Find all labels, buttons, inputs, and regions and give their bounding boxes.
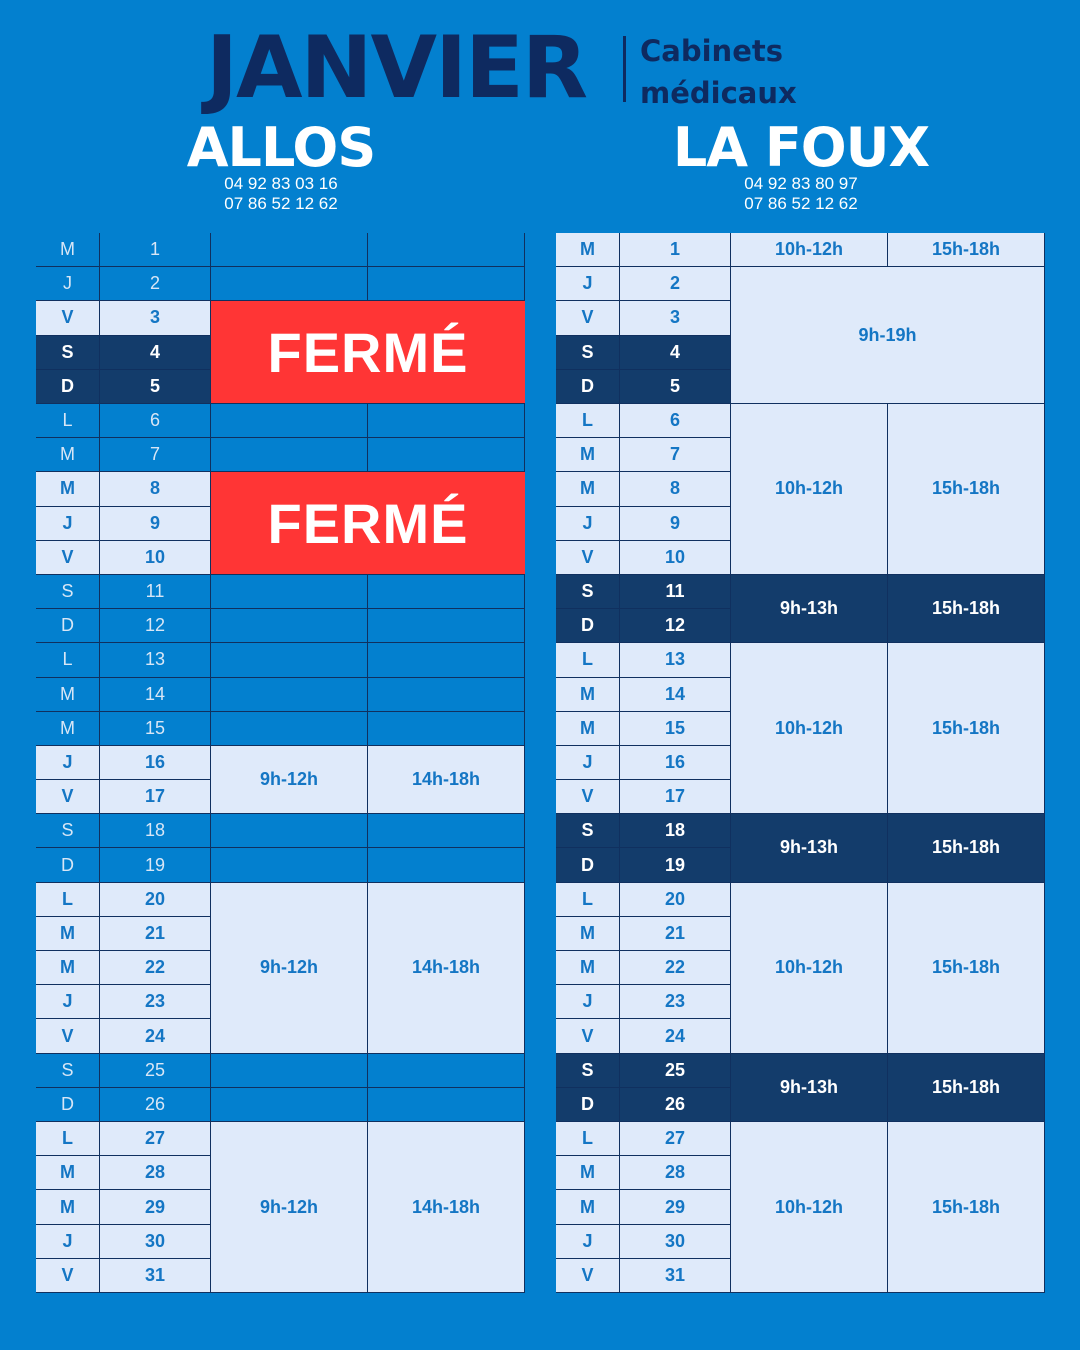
day-letter: M xyxy=(556,712,620,746)
day-number: 22 xyxy=(100,951,211,985)
day-number: 15 xyxy=(620,712,731,746)
phones-allos xyxy=(36,174,526,214)
empty-slot xyxy=(368,712,525,746)
day-letter: D xyxy=(556,1088,620,1122)
day-letter: L xyxy=(36,643,100,677)
day-letter: V xyxy=(36,541,100,575)
day-number: 22 xyxy=(620,951,731,985)
afternoon-hours: 15h-18h xyxy=(888,814,1045,882)
afternoon-hours: 15h-18h xyxy=(888,575,1045,643)
morning-hours: 9h-12h xyxy=(211,883,368,1054)
subtitle xyxy=(640,30,797,114)
day-number: 20 xyxy=(620,883,731,917)
day-number: 21 xyxy=(100,917,211,951)
day-number: 2 xyxy=(620,267,731,301)
day-letter: V xyxy=(36,301,100,335)
site-title-allos: ALLOS xyxy=(186,116,376,179)
day-number: 16 xyxy=(620,746,731,780)
morning-hours: 9h-12h xyxy=(211,1122,368,1293)
day-number: 10 xyxy=(100,541,211,575)
day-letter: M xyxy=(36,678,100,712)
day-number: 27 xyxy=(620,1122,731,1156)
day-number: 14 xyxy=(620,678,731,712)
schedule-table-la-foux xyxy=(556,233,1045,1293)
day-letter: J xyxy=(556,985,620,1019)
day-number: 10 xyxy=(620,541,731,575)
day-number: 15 xyxy=(100,712,211,746)
day-letter: L xyxy=(36,883,100,917)
day-number: 11 xyxy=(100,575,211,609)
day-number: 8 xyxy=(100,472,211,506)
afternoon-hours: 15h-18h xyxy=(888,883,1045,1054)
afternoon-hours: 15h-18h xyxy=(888,233,1045,267)
morning-hours: 10h-12h xyxy=(731,233,888,267)
day-letter: J xyxy=(556,1225,620,1259)
day-number: 8 xyxy=(620,472,731,506)
day-number: 7 xyxy=(100,438,211,472)
empty-slot xyxy=(211,609,368,643)
day-letter: M xyxy=(36,712,100,746)
day-letter: D xyxy=(36,848,100,882)
empty-slot xyxy=(368,848,525,882)
day-number: 31 xyxy=(100,1259,211,1293)
day-number: 26 xyxy=(100,1088,211,1122)
day-number: 13 xyxy=(100,643,211,677)
day-number: 5 xyxy=(100,370,211,404)
day-letter: M xyxy=(36,1156,100,1190)
day-letter: S xyxy=(556,575,620,609)
empty-slot xyxy=(211,267,368,301)
day-letter: M xyxy=(36,233,100,267)
empty-slot xyxy=(211,814,368,848)
day-number: 28 xyxy=(100,1156,211,1190)
afternoon-hours: 15h-18h xyxy=(888,1122,1045,1293)
day-letter: S xyxy=(36,336,100,370)
day-letter: M xyxy=(36,438,100,472)
day-letter: D xyxy=(556,609,620,643)
day-number: 25 xyxy=(100,1054,211,1088)
day-letter: D xyxy=(36,609,100,643)
day-letter: V xyxy=(556,1259,620,1293)
day-letter: M xyxy=(556,951,620,985)
day-letter: L xyxy=(556,1122,620,1156)
day-number: 24 xyxy=(620,1019,731,1053)
empty-slot xyxy=(368,609,525,643)
empty-slot xyxy=(211,1054,368,1088)
day-letter: J xyxy=(556,267,620,301)
schedule-table-allos xyxy=(36,233,525,1293)
morning-hours: 10h-12h xyxy=(731,1122,888,1293)
site-title-la-foux: LA FOUX xyxy=(672,116,930,179)
header xyxy=(0,0,1080,230)
empty-slot xyxy=(211,233,368,267)
day-letter: M xyxy=(556,438,620,472)
day-letter: M xyxy=(36,951,100,985)
day-letter: L xyxy=(556,404,620,438)
day-letter: V xyxy=(556,780,620,814)
day-number: 16 xyxy=(100,746,211,780)
day-letter: J xyxy=(36,985,100,1019)
empty-slot xyxy=(211,678,368,712)
day-number: 31 xyxy=(620,1259,731,1293)
day-letter: J xyxy=(36,507,100,541)
day-number: 5 xyxy=(620,370,731,404)
day-number: 25 xyxy=(620,1054,731,1088)
day-letter: V xyxy=(36,1259,100,1293)
day-number: 23 xyxy=(620,985,731,1019)
empty-slot xyxy=(368,438,525,472)
empty-slot xyxy=(368,643,525,677)
day-number: 6 xyxy=(620,404,731,438)
day-number: 3 xyxy=(620,301,731,335)
empty-slot xyxy=(368,1054,525,1088)
day-number: 18 xyxy=(100,814,211,848)
day-letter: J xyxy=(36,746,100,780)
empty-slot xyxy=(211,712,368,746)
afternoon-hours: 14h-18h xyxy=(368,746,525,814)
empty-slot xyxy=(211,438,368,472)
day-number: 2 xyxy=(100,267,211,301)
day-letter: M xyxy=(36,1190,100,1224)
subtitle-line-1: Cabinets xyxy=(640,34,783,68)
day-number: 14 xyxy=(100,678,211,712)
day-number: 23 xyxy=(100,985,211,1019)
day-letter: M xyxy=(556,917,620,951)
day-number: 6 xyxy=(100,404,211,438)
morning-hours: 9h-13h xyxy=(731,1054,888,1122)
empty-slot xyxy=(368,233,525,267)
day-number: 21 xyxy=(620,917,731,951)
day-letter: V xyxy=(36,780,100,814)
opening-hours: 9h-19h xyxy=(731,267,1045,404)
day-letter: D xyxy=(556,370,620,404)
day-number: 26 xyxy=(620,1088,731,1122)
day-letter: J xyxy=(36,1225,100,1259)
day-number: 29 xyxy=(620,1190,731,1224)
day-letter: V xyxy=(556,301,620,335)
phone-number: 07 86 52 12 62 xyxy=(224,194,338,213)
afternoon-hours: 14h-18h xyxy=(368,1122,525,1293)
empty-slot xyxy=(368,814,525,848)
empty-slot xyxy=(211,404,368,438)
empty-slot xyxy=(368,575,525,609)
day-number: 30 xyxy=(620,1225,731,1259)
empty-slot xyxy=(368,678,525,712)
day-letter: M xyxy=(556,1156,620,1190)
phone-number: 04 92 83 03 16 xyxy=(224,174,338,193)
day-number: 17 xyxy=(100,780,211,814)
day-number: 13 xyxy=(620,643,731,677)
day-letter: J xyxy=(556,507,620,541)
morning-hours: 9h-12h xyxy=(211,746,368,814)
day-letter: V xyxy=(556,1019,620,1053)
morning-hours: 10h-12h xyxy=(731,883,888,1054)
day-number: 4 xyxy=(100,336,211,370)
title-divider xyxy=(623,36,626,102)
day-letter: M xyxy=(36,472,100,506)
day-letter: S xyxy=(556,1054,620,1088)
empty-slot xyxy=(368,267,525,301)
day-letter: S xyxy=(556,814,620,848)
day-number: 20 xyxy=(100,883,211,917)
day-number: 28 xyxy=(620,1156,731,1190)
empty-slot xyxy=(211,848,368,882)
month-title: JANVIER xyxy=(206,18,587,118)
phone-number: 04 92 83 80 97 xyxy=(744,174,858,193)
empty-slot xyxy=(211,575,368,609)
day-number: 11 xyxy=(620,575,731,609)
day-letter: V xyxy=(36,1019,100,1053)
empty-slot xyxy=(211,643,368,677)
empty-slot xyxy=(211,1088,368,1122)
day-letter: V xyxy=(556,541,620,575)
day-letter: L xyxy=(36,404,100,438)
day-letter: M xyxy=(556,1190,620,1224)
day-letter: L xyxy=(556,643,620,677)
day-number: 29 xyxy=(100,1190,211,1224)
day-letter: J xyxy=(36,267,100,301)
phone-number: 07 86 52 12 62 xyxy=(744,194,858,213)
day-number: 4 xyxy=(620,336,731,370)
day-letter: S xyxy=(36,814,100,848)
morning-hours: 9h-13h xyxy=(731,814,888,882)
closed-banner: FERMÉ xyxy=(211,301,525,404)
day-letter: D xyxy=(36,1088,100,1122)
day-number: 7 xyxy=(620,438,731,472)
afternoon-hours: 15h-18h xyxy=(888,643,1045,814)
afternoon-hours: 14h-18h xyxy=(368,883,525,1054)
day-number: 24 xyxy=(100,1019,211,1053)
day-number: 1 xyxy=(620,233,731,267)
day-number: 9 xyxy=(100,507,211,541)
day-letter: M xyxy=(36,917,100,951)
closed-banner: FERMÉ xyxy=(211,472,525,575)
afternoon-hours: 15h-18h xyxy=(888,404,1045,575)
day-number: 19 xyxy=(620,848,731,882)
day-number: 12 xyxy=(620,609,731,643)
morning-hours: 9h-13h xyxy=(731,575,888,643)
afternoon-hours: 15h-18h xyxy=(888,1054,1045,1122)
day-letter: S xyxy=(556,336,620,370)
day-letter: S xyxy=(36,575,100,609)
day-number: 1 xyxy=(100,233,211,267)
day-letter: M xyxy=(556,233,620,267)
day-letter: M xyxy=(556,472,620,506)
day-number: 12 xyxy=(100,609,211,643)
day-letter: M xyxy=(556,678,620,712)
day-letter: D xyxy=(36,370,100,404)
day-number: 3 xyxy=(100,301,211,335)
day-letter: D xyxy=(556,848,620,882)
phones-la-foux xyxy=(556,174,1046,214)
day-number: 18 xyxy=(620,814,731,848)
day-letter: L xyxy=(36,1122,100,1156)
day-number: 19 xyxy=(100,848,211,882)
day-letter: S xyxy=(36,1054,100,1088)
subtitle-line-2: médicaux xyxy=(640,76,797,110)
day-letter: J xyxy=(556,746,620,780)
empty-slot xyxy=(368,1088,525,1122)
day-number: 17 xyxy=(620,780,731,814)
empty-slot xyxy=(368,404,525,438)
morning-hours: 10h-12h xyxy=(731,643,888,814)
day-letter: L xyxy=(556,883,620,917)
morning-hours: 10h-12h xyxy=(731,404,888,575)
day-number: 30 xyxy=(100,1225,211,1259)
day-number: 9 xyxy=(620,507,731,541)
day-number: 27 xyxy=(100,1122,211,1156)
